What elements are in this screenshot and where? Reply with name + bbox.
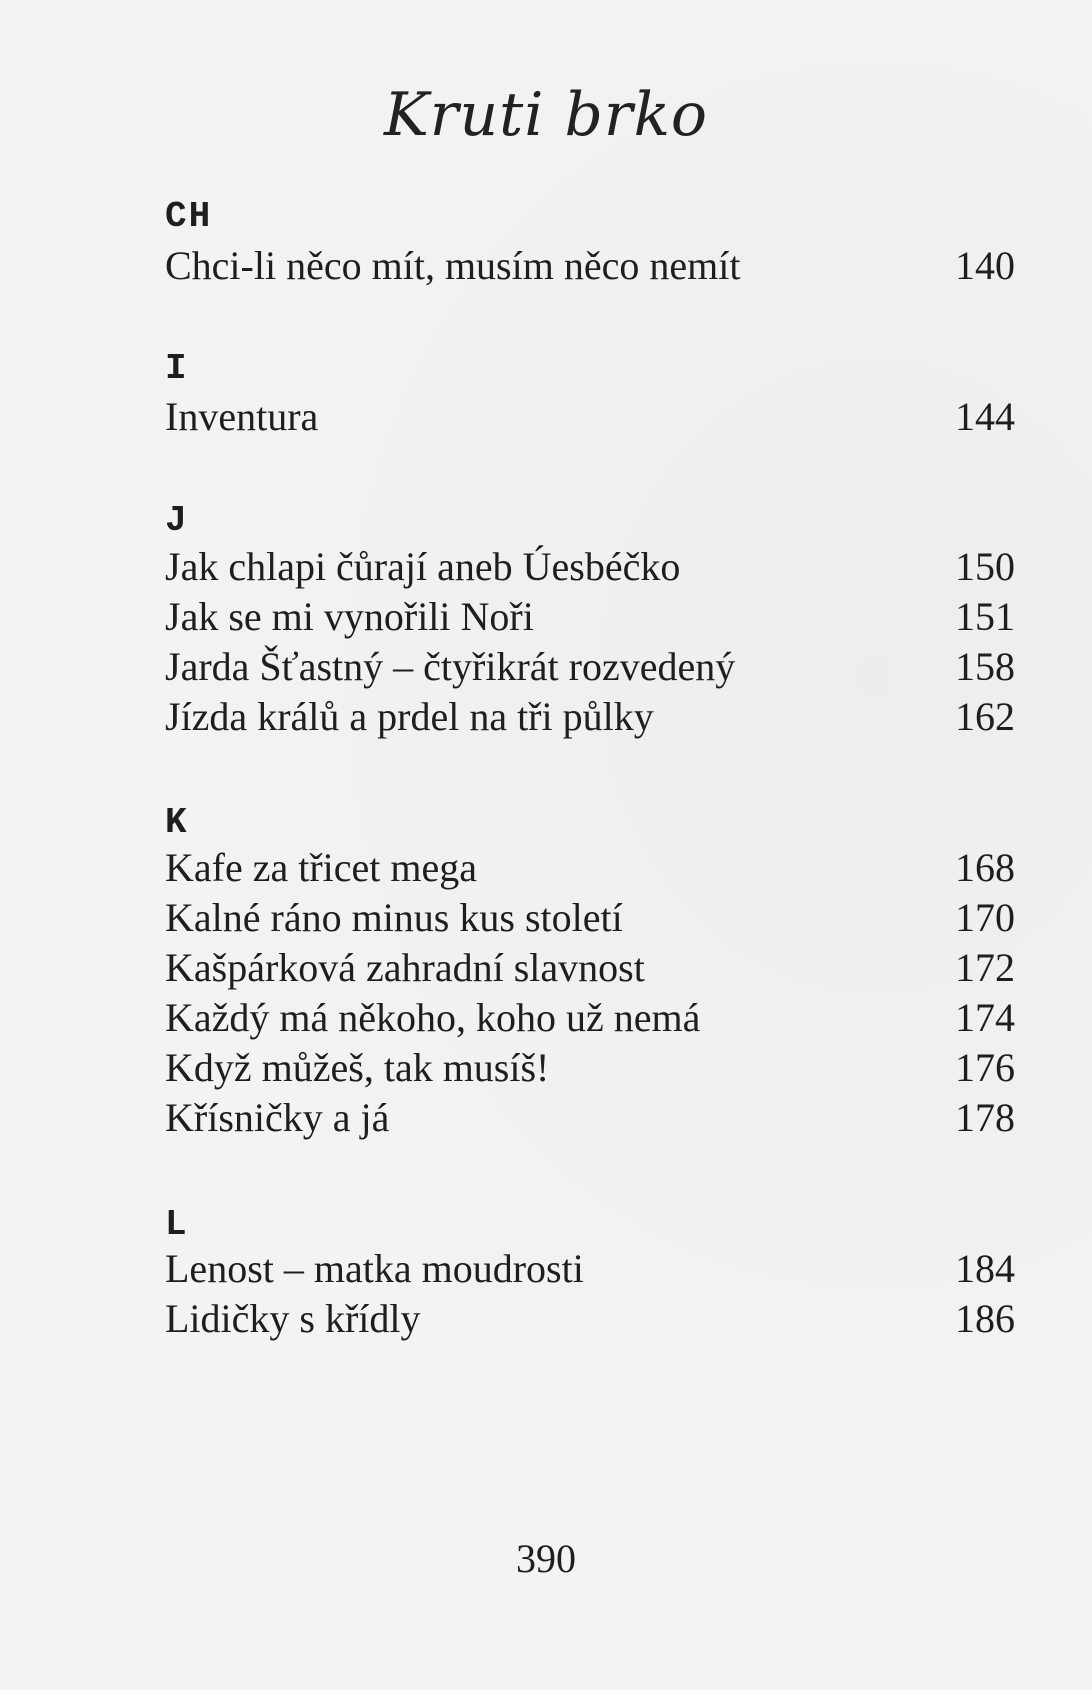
entry-page-number: 151	[955, 594, 1015, 639]
entry-title: Jak se mi vynořili Noři	[165, 594, 534, 639]
entry-page-number: 174	[955, 995, 1015, 1040]
index-entry	[165, 392, 1015, 442]
entry-page-number: 176	[955, 1045, 1015, 1090]
entry-page-number: 150	[955, 544, 1015, 589]
section-letter-i: I	[165, 348, 189, 389]
entry-title: Inventura	[165, 394, 319, 439]
entry-page-number: 158	[955, 644, 1015, 689]
entry-title: Jízda králů a prdel na tři půlky	[165, 694, 654, 739]
index-entry	[165, 241, 1015, 291]
entry-page-number: 144	[955, 394, 1015, 439]
entry-page-number: 168	[955, 845, 1015, 890]
index-entry	[165, 893, 1015, 943]
index-entry	[165, 642, 1015, 692]
entry-title: Kafe za třicet mega	[165, 845, 478, 890]
index-entry	[165, 843, 1015, 893]
section-letter-l: L	[165, 1204, 189, 1245]
entry-title: Lenost – matka moudrosti	[165, 1246, 584, 1291]
entry-title: Každý má někoho, koho už nemá	[165, 995, 701, 1040]
entry-title: Křísničky a já	[165, 1095, 390, 1140]
index-entry	[165, 542, 1015, 592]
entry-page-number: 184	[955, 1246, 1015, 1291]
entry-title: Kalné ráno minus kus století	[165, 895, 623, 940]
entry-page-number: 170	[955, 895, 1015, 940]
entry-title: Když můžeš, tak musíš!	[165, 1045, 550, 1090]
index-entry	[165, 592, 1015, 642]
index-entry	[165, 993, 1015, 1043]
section-letter-ch: CH	[165, 196, 213, 237]
entry-page-number: 186	[955, 1296, 1015, 1341]
index-entry	[165, 943, 1015, 993]
entry-title: Kašpárková zahradní slavnost	[165, 945, 645, 990]
index-entry	[165, 1294, 1015, 1344]
entry-title: Jarda Šťastný – čtyřikrát rozvedený	[165, 644, 736, 689]
entry-page-number: 140	[955, 243, 1015, 288]
entry-page-number: 172	[955, 945, 1015, 990]
book-title: Kruti brko	[383, 80, 709, 150]
section-letter-j: J	[165, 500, 189, 541]
index-entry	[165, 1043, 1015, 1093]
entry-title: Lidičky s křídly	[165, 1296, 421, 1341]
index-entry	[165, 692, 1015, 742]
index-entry	[165, 1244, 1015, 1294]
entry-title: Chci-li něco mít, musím něco nemít	[165, 243, 741, 288]
page-number: 390	[516, 1536, 576, 1581]
index-entry	[165, 1093, 1015, 1143]
entry-page-number: 178	[955, 1095, 1015, 1140]
entry-page-number: 162	[955, 694, 1015, 739]
entry-title: Jak chlapi čůrají aneb Úesbéčko	[165, 544, 681, 589]
section-letter-k: K	[165, 802, 189, 843]
